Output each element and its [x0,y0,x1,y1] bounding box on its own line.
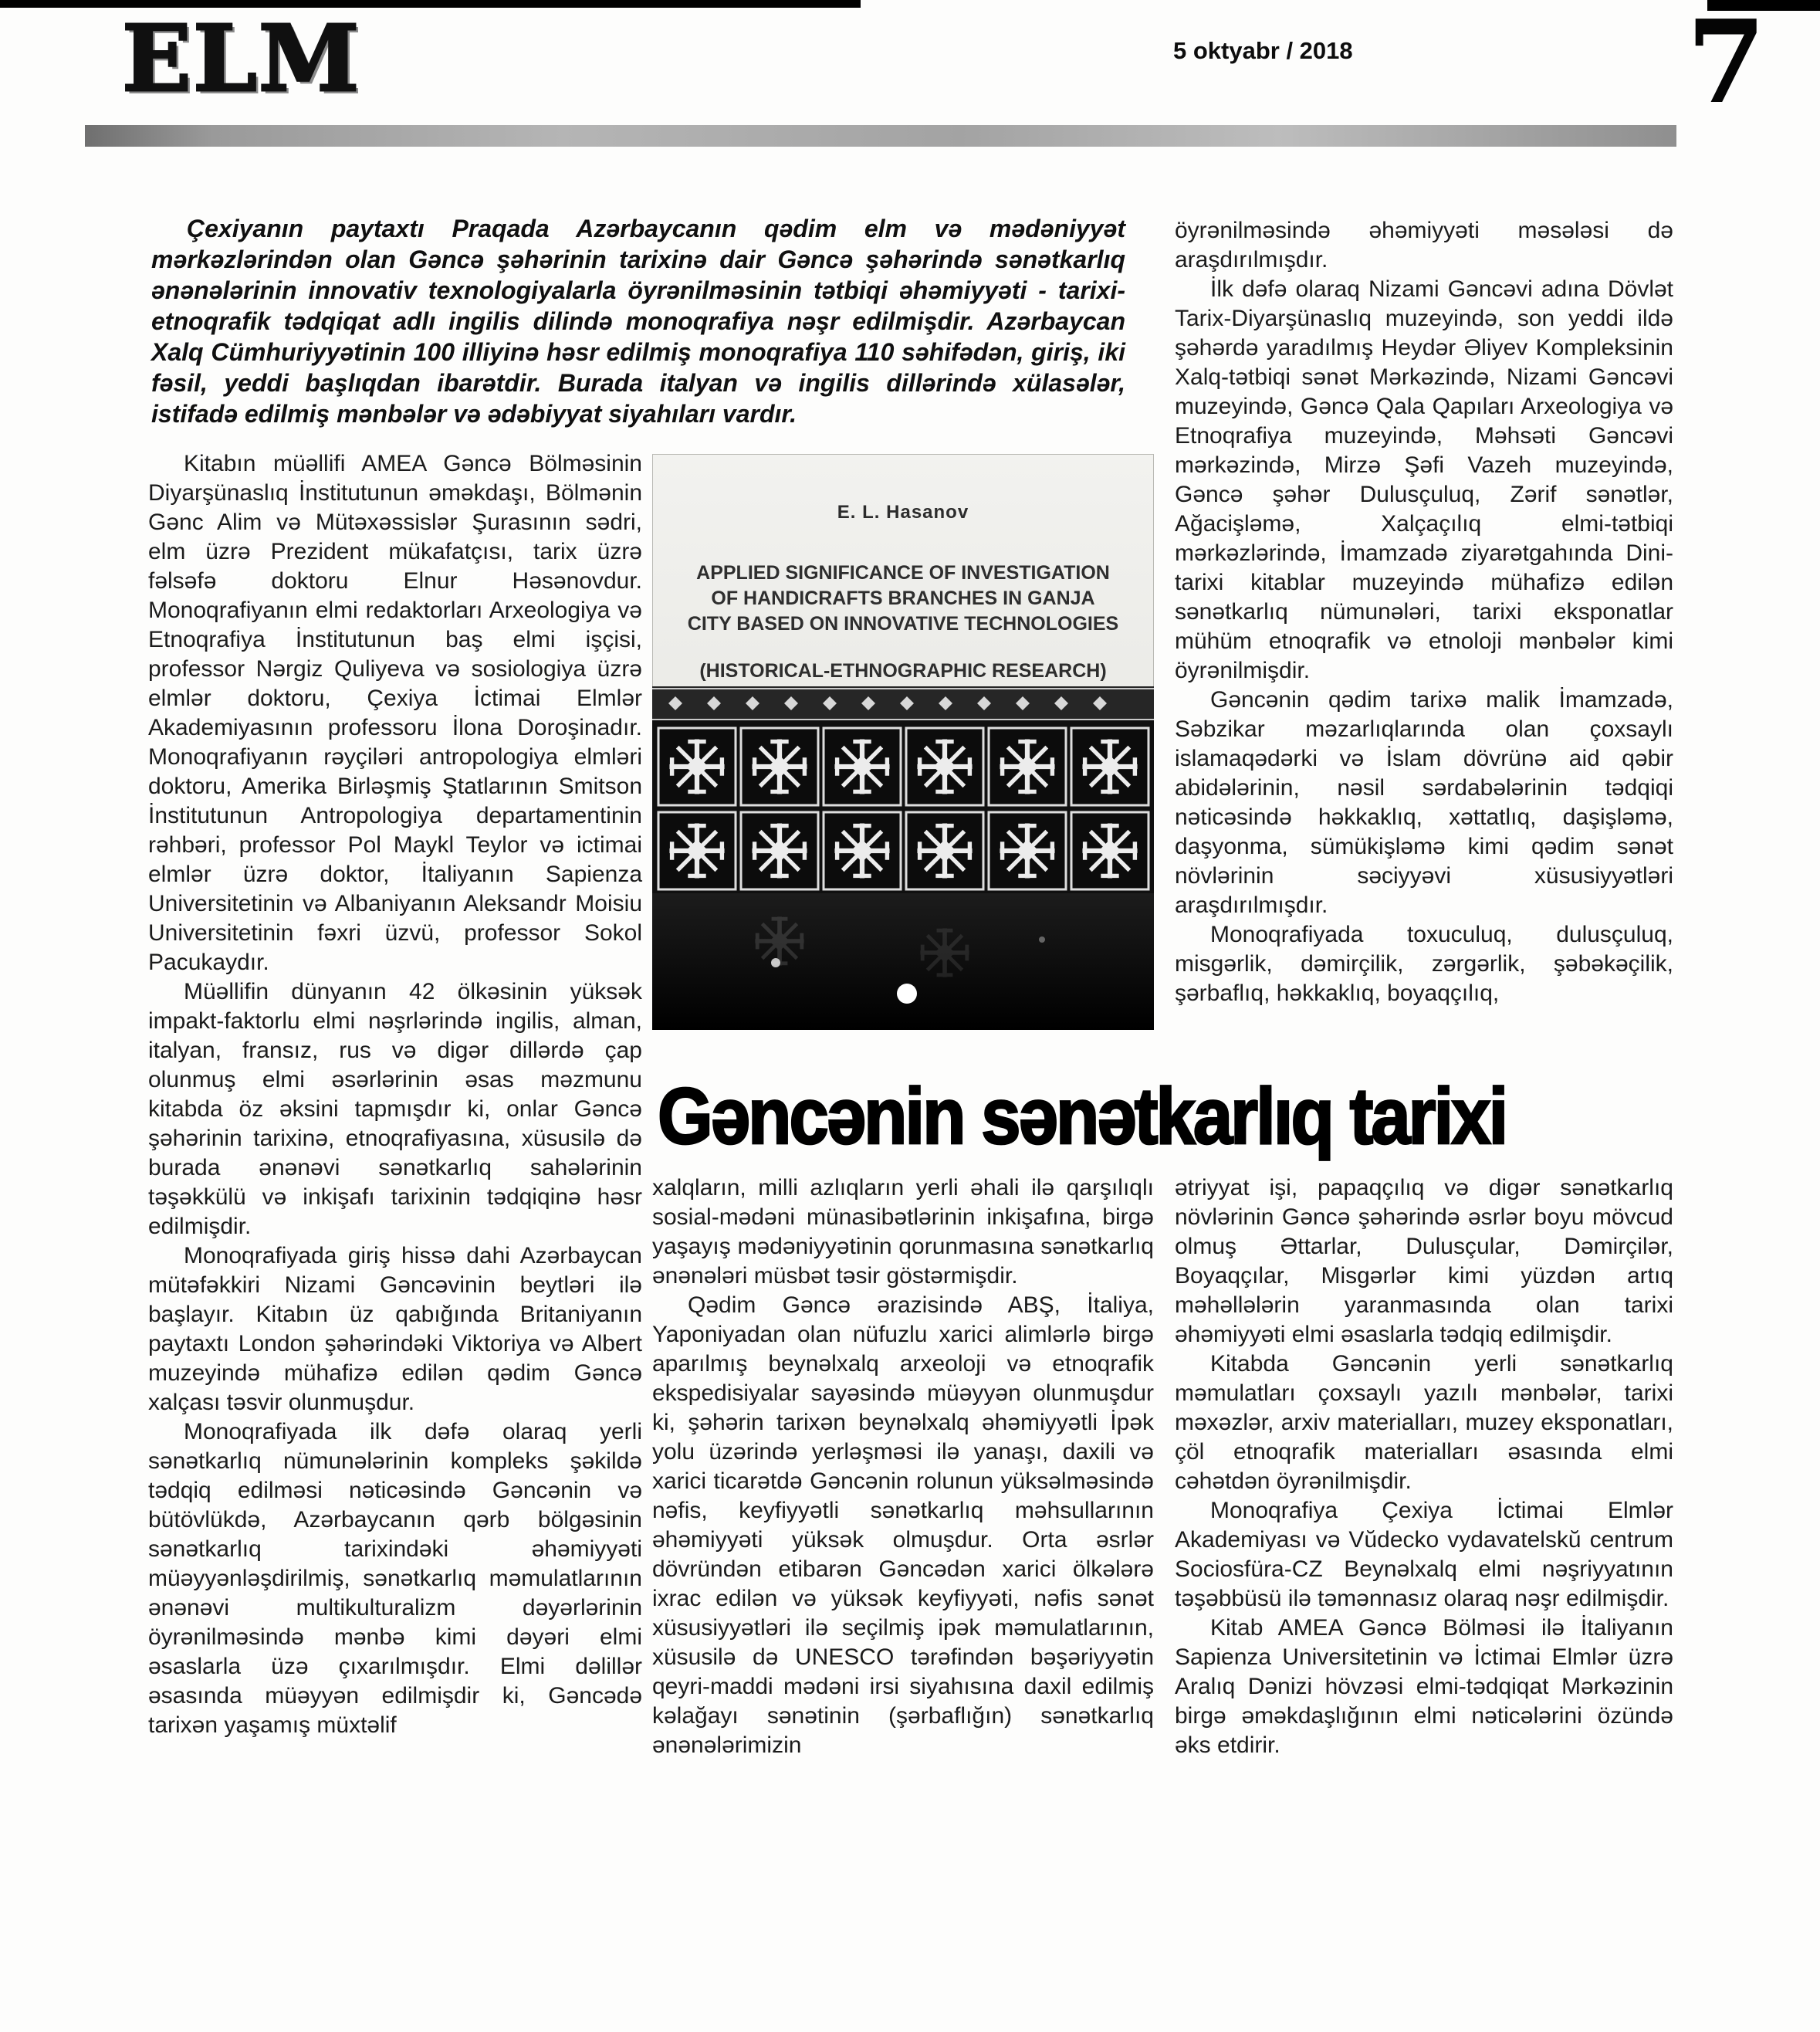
article-paragraph: Gəncənin qədim tarixə malik İmamzadə, Səbzikar məzarlıqlarında olan çoxsaylı islamaqədərki və İslam dövrünə aid qəbir abidələrinin, nəsil sərdabələrinin tədqiqi nəticəsində həkkaklıq, xəttatlıq, daşişləmə, daşyonma, sümükişləmə kimi qədim sənət növlərinin səciyyəvi xüsusiyyətləri araşdırılmışdır. [1175,687,1673,918]
article-paragraph: xalqların, milli azlıqların yerli əhali ilə qarşılıqlı sosial-mədəni münasibətlərinin inkişafına, birgə yaşayış mədəniyyətinin qorunmasına sənətkarlıq ənənələri müsbət təsir göstərmişdir. [652,1175,1154,1289]
article-paragraph: Monoqrafiyada ilk dəfə olaraq yerli sənətkarlıq nümunələrinin kompleks şəkildə tədqiq edilməsi nəticəsində Gəncənin və bütövlükdə, Azərbaycanın qərb bölgəsinin sənətkarlıq tarixindəki əhəmiyyəti müəyyənləşdirilmiş, sənətkarlıq məmulatlarının ənənəvi multikulturalizm dəyərlərinin öyrənilməsində mənbə kimi dəyəri elmi əsaslarla üzə çıxarılmışdır. Elmi dəlillər əsasında müəyyən edilmişdir ki, Gəncədə tarixən yaşamış müxtəlif [148,1419,642,1738]
issue-date: 5 oktyabr / 2018 [1173,37,1353,64]
book-title: APPLIED SIGNIFICANCE OF INVESTIGATION OF HANDICRAFTS BRANCHES IN GANJA CITY BASED ON INNOVATIVE TECHNOLOGIES [687,562,1119,635]
article-paragraph: Müəllifin dünyanın 42 ölkəsinin yüksək impakt-faktorlu elmi nəşrlərində ingilis, alman, italyan, fransız, rus və digər dillərdə çap olunmuş elmi əsərlərinin əsas məzmunu kitabda öz əksini tapmışdır ki, onlar Gəncə şəhərinin tarixinə, etnoqrafiyasına, xüsusilə də burada ənənəvi sənətkarlıq sahələrinin təşəkkülü və inkişafı tarixinin tədqiqinə həsr edilmişdir. [148,979,642,1239]
article-paragraph: öyrənilməsində əhəmiyyəti məsələsi də araşdırılmışdır. [1175,218,1673,273]
lead-paragraph: Çexiyanın paytaxtı Praqada Azərbaycanın qədim elm və mədəniyyət mərkəzlərindən olan Gəncə şəhərinin tarixinə dair Gəncə şəhərində sənətkarlıq ənənələrinin innovativ texnologiyalarla öyrənilməsinin tətbiqi əhəmiyyəti - tarixi-etnoqrafik tədqiqat adlı ingilis dilində monoqrafiya nəşr edilmişdir. Azərbaycan Xalq Cümhuriyyətinin 100 illiyinə həsr edilmiş monoqrafiya 110 səhifədən, giriş, iki fəsil, yeddi başlıqdan ibarətdir. Burada italyan və ingilis dillərində xülasələr, istifadə edilmiş mənbələr və ədəbiyyat siyahıları vardır. [151,215,1125,428]
article-paragraph: İlk dəfə olaraq Nizami Gəncəvi adına Dövlət Tarix-Diyarşünaslıq muzeyində, son yeddi ildə şəhərdə yaradılmış Heydər Əliyev Kompleksinin Xalq-tətbiqi sənət Mərkəzində, Nizami Gəncəvi muzeyində, Gəncə Qala Qapıları Arxeologiya və Etnoqrafiya muzeyində, Məhsəti Gəncəvi mərkəzində, Mirzə Şəfi Vazeh muzeyində, Gəncə şəhər Dulusçuluq, Zərif sənətlər, Ağacişləmə, Xalçaçılıq elmi-tətbiqi mərkəzlərində, İmamzadə ziyarətgahında Dini-tarixi kitablar muzeyində mühafizə edilən sənətkarlıq nümunələri, tarixi eksponatlar mühüm etnoqrafik və etnoloji mənbələr kimi öyrənilmişdir. [1175,276,1673,683]
column-right-upper [1175,216,1673,1008]
article-paragraph: Kitab AMEA Gəncə Bölməsi ilə İtaliyanın Sapienza Universitetinin və İctimai Elmlər üzrə Aralıq Dənizi hövzəsi elmi-tədqiqat Mərkəzinin birgə əməkdaşlığının elmi nəticələrini özündə əks etdirir. [1175,1615,1673,1758]
column-right-lower [1175,1173,1673,1760]
article-paragraph: Monoqrafiyada giriş hissə dahi Azərbaycan mütəfəkkiri Nizami Gəncəvinin beytləri ilə başlayır. Kitabın üz qabığında Britaniyanın paytaxtı London şəhərindəki Viktoriya və Albert muzeyində mühafizə edilən qədim Gəncə xalçası təsvir olunmuşdur. [148,1243,642,1415]
page-number: 7 [1686,0,1766,129]
article-paragraph: Monoqrafiyada toxuculuq, dulusçuluq, misgərlik, dəmirçilik, zərgərlik, şəbəkəçilik, şərbaflıq, həkkaklıq, boyaqçılıq, [1175,922,1673,1006]
masthead-logo: ELM [122,5,361,112]
column-middle-lower [652,1173,1154,1760]
book-subtitle: (HISTORICAL-ETHNOGRAPHIC RESEARCH) [699,660,1107,682]
article-paragraph: Kitabda Gəncənin yerli sənətkarlıq məmulatları çoxsaylı yazılı mənbələr, tarixi məxəzlər, arxiv materialları, muzey eksponatları, çöl etnoqrafik materialları əsasında elmi cəhətdən öyrənilmişdir. [1175,1351,1673,1494]
article-paragraph: Qədim Gəncə ərazisində ABŞ, İtaliya, Yaponiyadan olan nüfuzlu xarici alimlərlə birgə aparılmış beynəlxalq arxeoloji və etnoqrafik ekspedisiyalar sayəsində müəyyən olunmuşdur ki, şəhərin tarixən beynəlxalq əhəmiyyətli İpək yolu üzərində yerləşməsi ilə yanaşı, daxili və xarici ticarətdə Gəncənin rolunun yüksəlməsində nəfis, keyfiyyətli sənətkarlıq məhsullarının əhəmiyyəti yüksək olmuşdur. Orta əsrlər dövründən etibarən Gəncədən xarici ölkələrə ixrac edilən və yüksək keyfiyyəti, nəfis sənət xüsusiyyətləri ilə seçilmiş ipək məmulatlarının, xüsusilə də UNESCO tərəfindən bəşəriyyətin qeyri-maddi mədəni irsi siyahısına daxil edilmiş kəlağayı sənətinin (şərbaflığın) sənətkarlıq ənənələrimizin [652,1292,1154,1758]
book-author: E. L. Hasanov [837,502,969,523]
article-paragraph: Kitabın müəllifi AMEA Gəncə Bölməsinin Diyarşünaslıq İnstitutunun əməkdaşı, Bölmənin Gənc Alim və Mütəxəssislər Şurasının sədri, elm üzrə Prezident mükafatçısı, tarix üzrə fəlsəfə doktoru Elnur Həsənovdur. Monoqrafiyanın elmi redaktorları Arxeologiya və Etnoqrafiya İnstitutunun baş elmi işçisi, professor Nərgiz Quliyeva və sosiologiya üzrə elmlər doktoru, Çexiya İctimai Elmlər Akademiyasının professoru İlona Doroşinadır. Monoqrafiyanın rəyçiləri antropologiya elmləri doktoru, Amerika Birləşmiş Ştatlarının Smitson İnstitutunun Antropologiya departamentinin rəhbəri, professor Pol Maykl Teylor və ictimai elmlər üzrə doktor, İtaliyanın Sapienza Universitetinin və Albaniyanın Aleksandr Moisiu Universitetinin fəxri üzvü, professor Sokol Pacukaydır. [148,451,642,975]
article-paragraph: Monoqrafiya Çexiya İctimai Elmlər Akademiyası və Vŭdecko vydavatelskŭ centrum Sociosfüra-CZ Beynəlxalq elmi nəşriyyatının təşəbbüsü ilə təmənnasız olaraq nəşr edilmişdir. [1175,1498,1673,1611]
column-left [148,449,642,1740]
header-divider-bar [85,125,1676,147]
article-headline: Gəncənin sənətkarlıq tarixi [658,1072,1507,1161]
carpet-pattern-image [652,686,1154,1030]
book-cover-photo [652,454,1154,1030]
article-paragraph: ətriyyat işi, papaqçılıq və digər sənətkarlıq növlərinin Gəncə şəhərində əsrlər boyu mövcud olmuş Əttarlar, Dulusçular, Dəmirçilər, Boyaqçılar, Misgərlər kimi yüzdən artıq məhəllələrin yaranmasında olan tarixi əhəmiyyəti elmi əsaslarla tədqiq edilmişdir. [1175,1175,1673,1347]
